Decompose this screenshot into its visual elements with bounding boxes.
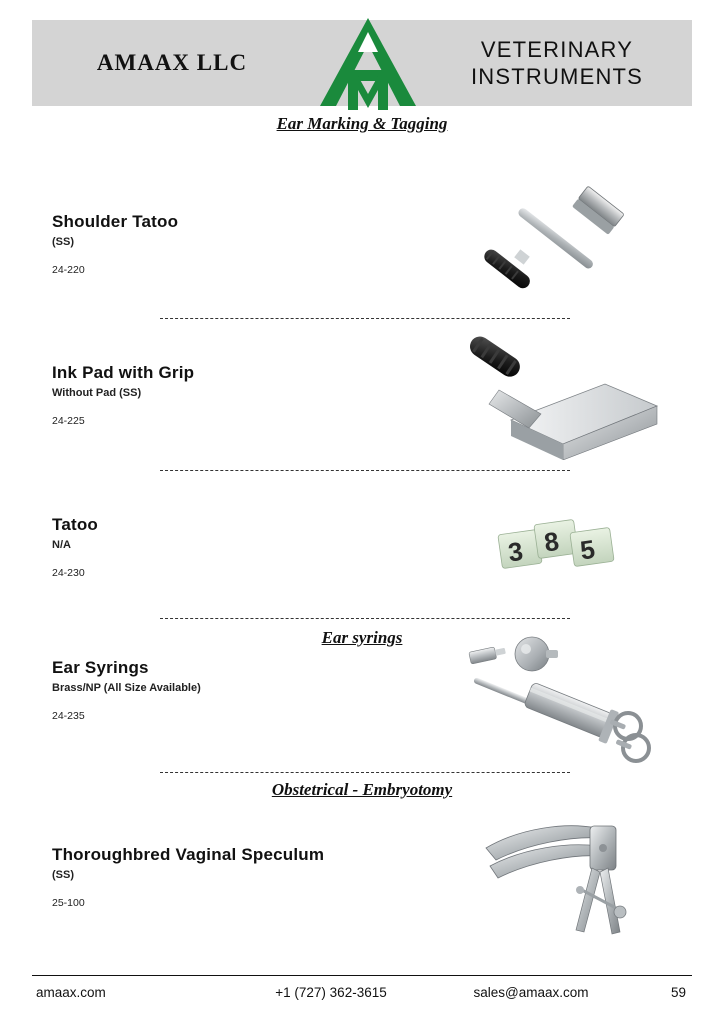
ear-syringe-image	[450, 630, 670, 775]
product-name: Thoroughbred Vaginal Speculum	[52, 845, 325, 864]
divider-1	[160, 318, 570, 319]
shoulder-tattoo-hammer-image	[470, 178, 650, 318]
product-name: Shoulder Tatoo	[52, 212, 179, 231]
page-footer	[32, 985, 692, 1000]
section-title-obstetrical: Obstetrical - Embryotomy	[271, 780, 453, 799]
header-title-line2: INSTRUMENTS	[470, 64, 644, 89]
product-name: Ink Pad with Grip	[52, 363, 195, 382]
product-code: 24-235	[52, 710, 85, 722]
tattoo-digits-image	[480, 508, 650, 593]
product-code: 24-220	[52, 264, 85, 276]
footer-page-number: 59	[670, 985, 686, 1000]
divider-3	[160, 618, 570, 619]
section-title-ear-marking: Ear Marking & Tagging	[276, 114, 448, 133]
svg-text:3: 3	[506, 535, 525, 568]
product-material: Brass/NP (All Size Available)	[52, 682, 201, 694]
product-material: N/A	[52, 539, 71, 551]
ink-pad-with-grip-image	[455, 332, 665, 465]
product-code: 25-100	[52, 897, 85, 909]
header-title-line1: VETERINARY	[480, 36, 634, 62]
svg-text:5: 5	[578, 533, 597, 566]
product-material: (SS)	[52, 869, 74, 881]
footer-divider	[32, 975, 692, 976]
footer-website[interactable]: amaax.com	[36, 985, 106, 1000]
product-name: Ear Syrings	[52, 658, 149, 677]
header-title	[422, 36, 692, 91]
divider-2	[160, 470, 570, 471]
product-material: (SS)	[52, 236, 74, 248]
product-material: Without Pad (SS)	[52, 387, 142, 399]
footer-phone[interactable]: +1 (727) 362-3615	[275, 985, 387, 1000]
footer-email[interactable]: sales@amaax.com	[473, 985, 589, 1000]
divider-4	[160, 772, 570, 773]
product-code: 24-225	[52, 415, 85, 427]
company-name: AMAAX LLC	[96, 50, 248, 75]
vaginal-speculum-image	[470, 812, 650, 957]
product-name: Tatoo	[52, 515, 99, 534]
amaax-triangle-logo-icon	[312, 14, 424, 112]
product-code: 24-230	[52, 567, 85, 579]
svg-text:8: 8	[542, 525, 561, 558]
section-title-ear-syrings: Ear syrings	[321, 628, 403, 647]
